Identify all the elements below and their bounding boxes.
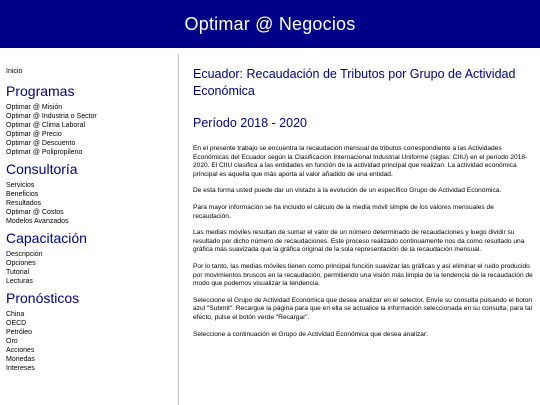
nav-link-petroleo[interactable]: Petróleo	[6, 329, 33, 336]
nav-heading-programas: Programas	[6, 83, 75, 99]
nav-link-beneficios[interactable]: Beneficios	[6, 191, 39, 198]
paragraph-moving-average-definition: Las medias móviles resultan de sumar el valor de un número determinado de recaudaciones y luego dividir su resultado por dicho número de recaudaciones. Este proceso realizado continuamente nos da como resultado una gráfica más suavizada que la gráfica original de la sola representación de la recaudación mensual.	[193, 229, 525, 254]
nav-link-costos[interactable]: Optimar @ Costos	[6, 209, 64, 216]
nav-link-monedas[interactable]: Monedas	[6, 356, 35, 363]
sidebar-nav	[0, 54, 179, 405]
nav-link-inicio[interactable]: Inicio	[6, 68, 23, 75]
nav-link-clima-laboral[interactable]: Optimar @ Clima Laboral	[6, 122, 86, 129]
nav-link-acciones[interactable]: Acciones	[6, 347, 35, 354]
nav-link-industria[interactable]: Optimar @ Industria o Sector	[6, 113, 97, 120]
nav-section-consultoria	[6, 161, 178, 226]
nav-section-programas	[6, 83, 178, 157]
site-title: Optimar @ Negocios	[184, 13, 356, 34]
nav-heading-consultoria: Consultoría	[6, 161, 78, 177]
nav-link-servicios[interactable]: Servicios	[6, 182, 35, 189]
paragraph-overview: De esta forma usted puede dar un vistazo a la evolución de un específico Grupo de Actividad Económica.	[193, 187, 502, 195]
nav-link-lecturas[interactable]: Lecturas	[6, 278, 33, 285]
nav-heading-capacitacion: Capacitación	[6, 230, 87, 246]
page-subtitle: Período 2018 - 2020	[193, 116, 307, 130]
page-title: Ecuador: Recaudación de Tributos por Grupo de Actividad Económica	[193, 67, 516, 98]
paragraph-moving-average: Para mayor información se ha incluido el cálculo de la media móvil simple de los valores mensuales de recaudación.	[193, 203, 494, 220]
paragraph-intro: En el presente trabajo se encuentra la recaudación mensual de tributos correspondiente a las Actividades Económicas del Ecuador según la Clasificación Internacional Industrial Uniforme (siglas: CIIU) en el período 2018-2020. El CIIU clasifica a las entidades en función de la actividad principal que realizan. La actividad económica principal es aquella que más aporta al valor añadido de una entidad.	[193, 145, 528, 178]
nav-link-oecd[interactable]: OECD	[6, 320, 27, 327]
nav-link-precio[interactable]: Optimar @ Precio	[6, 131, 62, 138]
main-content	[193, 54, 533, 405]
paragraph-smoothing: Por lo tanto, las medias móviles tienen como principal función suavizar las gráficas y así eliminar el ruido producido por movimientos bruscos en la recaudación, permitiendo una visión más limpia de la tendencia de la recaudación de modo que podemos visualizar la tendencia.	[193, 262, 533, 288]
nav-link-china[interactable]: China	[6, 311, 25, 318]
nav-link-polipropileno[interactable]: Optimar @ Polipropileno	[6, 149, 83, 156]
nav-link-resultados[interactable]: Resultados	[6, 200, 42, 207]
paragraph-instructions: Seleccione el Grupo de Actividad Económica que desea analizar en el selector. Envíe su consulta pulsando el boton azul "Submit". Recargue la página para que en ella se actualice la información seleccionada en su consulta; para tal efecto, pulse el botón verde "Recargar".	[193, 296, 533, 321]
paragraph-select-prompt: Seleccione a continuación el Grupo de Actividad Económica que desea analizar:	[193, 330, 428, 338]
nav-heading-pronosticos: Pronósticos	[6, 290, 80, 306]
nav-section-capacitacion	[6, 230, 178, 286]
nav-link-opciones[interactable]: Opciones	[6, 260, 36, 267]
nav-link-intereses[interactable]: Intereses	[6, 365, 35, 372]
nav-link-modelos-avanzados[interactable]: Modelos Avanzados	[6, 218, 69, 225]
nav-section-pronosticos	[6, 290, 178, 373]
site-header	[0, 0, 540, 48]
nav-link-mision[interactable]: Optimar @ Misión	[6, 104, 63, 111]
nav-link-descuento[interactable]: Optimar @ Descuento	[6, 140, 76, 147]
nav-link-descripcion[interactable]: Descripción	[6, 251, 43, 258]
nav-link-tutorial[interactable]: Tutorial	[6, 269, 30, 276]
nav-link-oro[interactable]: Oro	[6, 338, 18, 345]
article-body	[193, 145, 533, 339]
